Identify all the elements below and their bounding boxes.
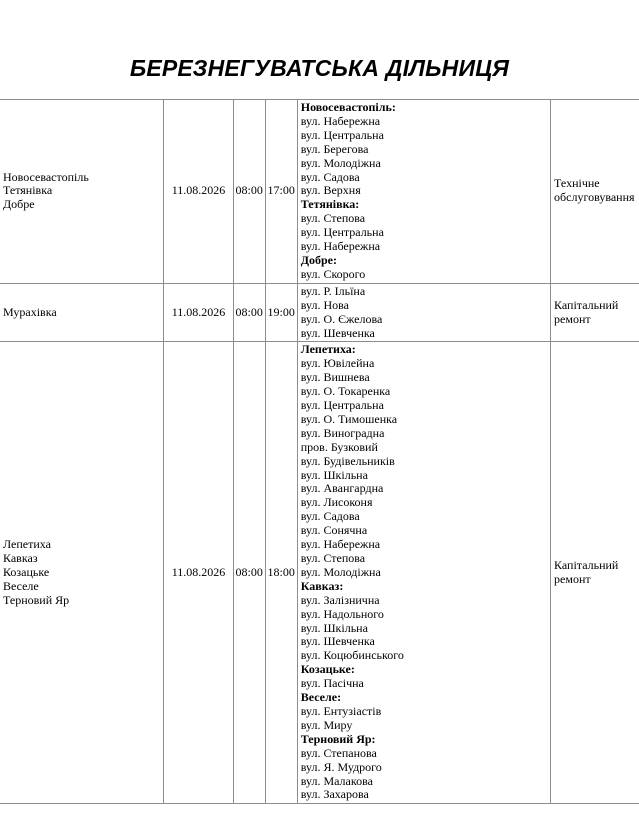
street-name: вул. Садова [300,169,360,184]
date-cell: 11.08.2026 [164,100,233,284]
settlement-name: Добре [3,197,35,212]
settlement-name: Новосевастопіль [3,169,89,184]
street-name: вул. Виноградна [300,425,385,440]
page-title: БЕРЕЗНЕГУВАТСЬКА ДІЛЬНИЦЯ [129,55,510,81]
settlement-name: Веселе [3,578,39,593]
table-row [0,342,639,804]
work-type-label: Капітальний [554,297,619,312]
street-name: вул. Ювілейна [300,356,375,371]
settlement-name: Терновий Яр [3,592,70,607]
street-name: вул. О. Тимошенка [300,411,398,426]
street-name: вул. Молодіжна [300,155,381,170]
street-name: вул. Набережна [300,113,381,128]
settlement-heading: Добре: [300,252,337,267]
settlement-name: Козацьке [3,564,50,579]
settlement-heading: Веселе: [300,690,342,705]
street-name: вул. Центральна [300,127,384,142]
outage-schedule-table [0,99,639,804]
street-name: вул. Скорого [300,266,366,281]
street-name: вул. Будівельників [300,453,395,468]
settlement-heading: Тетянівка: [300,197,360,212]
work-type-cell [551,342,639,804]
street-name: вул. Захарова [300,787,369,802]
table-row [0,100,639,284]
settlement-heading: Козацьке: [300,662,355,677]
street-name: вул. Набережна [300,239,381,254]
street-name: вул. Сонячна [300,523,368,538]
end-time-cell: 19:00 [265,283,297,342]
work-type-label: Технічне [554,176,600,191]
street-name: вул. Шевченка [300,325,375,340]
settlement-name: Кавказ [3,551,38,565]
streets-cell [297,342,550,804]
street-name: пров. Бузковий [300,439,378,454]
street-name: вул. Набережна [300,537,381,552]
settlement-heading: Кавказ: [300,578,344,593]
street-name: вул. О. Єжелова [300,311,383,326]
settlements-cell [0,342,164,804]
end-time-cell: 17:00 [265,100,297,284]
table-row [0,283,639,342]
streets-cell [297,283,550,342]
street-name: вул. Нова [300,297,349,312]
street-name: вул. Р. Ільїна [300,283,366,298]
work-type-label: обслуговування [554,190,635,205]
settlements-cell [0,283,164,342]
street-name: вул. Надольного [300,606,384,621]
date-cell: 11.08.2026 [164,283,233,342]
street-name: вул. Шкільна [300,467,368,482]
date-cell: 11.08.2026 [164,342,233,804]
street-name: вул. Верхня [300,183,361,198]
street-name: вул. Шевченка [300,634,375,649]
street-name: вул. Степова [300,551,366,565]
settlements-cell [0,100,164,284]
street-name: вул. Садова [300,509,360,524]
work-type-cell [551,283,639,342]
settlement-name: Тетянівка [3,183,53,198]
street-name: вул. Миру [300,717,353,732]
street-name: вул. Молодіжна [300,564,381,579]
street-name: вул. Лисоконя [300,495,373,510]
work-type-label: ремонт [554,311,591,326]
street-name: вул. Пасічна [300,676,364,691]
street-name: вул. О. Токаренка [300,384,391,399]
settlement-heading: Новосевастопіль: [300,100,396,114]
street-name: вул. Авангардна [300,481,384,496]
street-name: вул. Залізнична [300,592,380,607]
settlement-name: Лепетиха [3,537,51,552]
settlement-name: Мурахівка [3,304,57,319]
street-name: вул. Центральна [300,398,384,413]
street-name: вул. Берегова [300,141,369,156]
street-name: вул. Степанова [300,745,377,760]
street-name: вул. Вишнева [300,370,370,385]
work-type-label: Капітальний [554,557,619,572]
end-time-cell: 18:00 [265,342,297,804]
settlement-heading: Лепетиха: [300,342,356,357]
streets-cell [297,100,550,284]
street-name: вул. Ентузіастів [300,703,382,718]
street-name: вул. Шкільна [300,620,368,635]
street-name: вул. Степова [300,211,366,226]
start-time-cell: 08:00 [233,100,265,284]
start-time-cell: 08:00 [233,283,265,342]
start-time-cell: 08:00 [233,342,265,804]
settlement-heading: Терновий Яр: [300,731,376,746]
street-name: вул. Коцюбинського [300,648,404,663]
street-name: вул. Я. Мудрого [300,759,382,774]
street-name: вул. Малакова [300,773,373,788]
work-type-cell [551,100,639,284]
work-type-label: ремонт [554,571,591,586]
street-name: вул. Центральна [300,225,384,240]
